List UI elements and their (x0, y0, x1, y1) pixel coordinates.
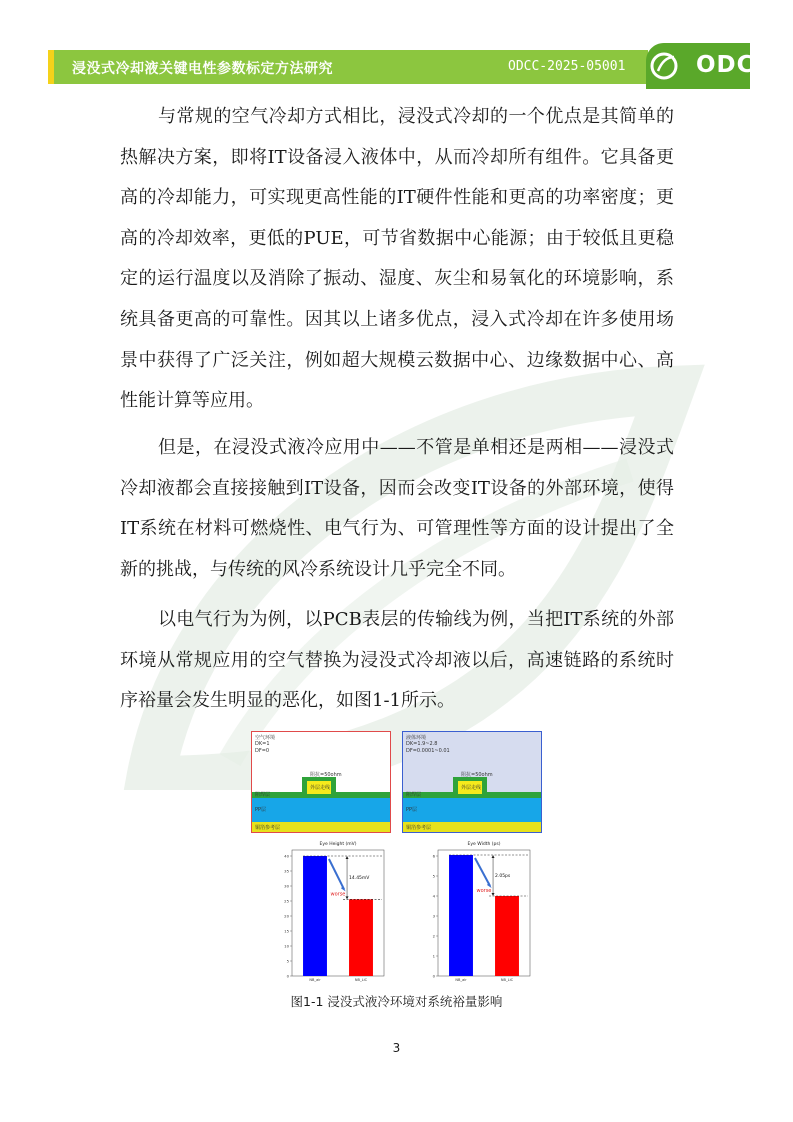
liquid-panel-ref: 铜箔参考层 (406, 825, 432, 831)
eye-width-chart (404, 838, 536, 988)
bar-NB_LiC (495, 896, 519, 976)
liquid-panel-soldermask: 阻焊层 (406, 792, 422, 798)
worse-label: worse (330, 891, 346, 898)
y-tick-label: 0 (432, 973, 435, 979)
y-tick-label: 4 (432, 893, 435, 899)
air-panel-soldermask: 阻焊层 (255, 792, 271, 798)
liquid-panel-pp: PP层 (406, 807, 418, 813)
delta-label: 2.05ps (495, 874, 511, 879)
document-code: ODCC-2025-05001 (508, 59, 626, 74)
bar-NB_air (449, 855, 473, 976)
y-tick-label: 40 (284, 853, 289, 859)
liquid-stackup-diagram (403, 732, 541, 832)
delta-label: 14.45mV (349, 876, 370, 882)
y-tick-label: 0 (286, 973, 289, 979)
y-tick-label: 20 (284, 913, 289, 919)
y-tick-label: 5 (286, 958, 289, 964)
air-panel-dk: DK=1 (255, 741, 270, 747)
header-accent (48, 50, 54, 84)
paragraph-1: 与常规的空气冷却方式相比，浸没式冷却的一个优点是其简单的热解决方案，即将IT设备浸入液体中，从而冷却所有组件。它具备更高的冷却能力，可实现更高性能的IT硬件性能和更高的功率密度；更高的冷却效率，更低的PUE，可节省数据中心能源；由于较低且更稳定的运行温度以及消除了振动、湿度、灰尘和易氧化的环境影响，系统具备更高的可靠性。因其以上诸多优点，浸入式冷却在许多使用场景中获得了广泛关注，例如超大规模云数据中心、边缘数据中心、高性能计算等应用。 (120, 106, 674, 412)
y-tick-label: 5 (432, 873, 435, 879)
liquid-panel-impedance: 阻抗=50ohm (461, 772, 493, 778)
x-tick-label: NB_LiC (500, 978, 514, 982)
bar-NB_air (303, 856, 327, 976)
y-tick-label: 6 (432, 853, 435, 859)
liquid-panel-trace: 外层走线 (461, 785, 482, 791)
page-number: 3 (392, 1041, 401, 1055)
air-panel-ref: 铜箔参考层 (255, 825, 281, 831)
liquid-environment-panel (402, 731, 542, 833)
air-panel-impedance: 阻抗=50ohm (310, 772, 342, 778)
bar-NB_LiC (349, 899, 373, 976)
air-stackup-diagram (252, 732, 390, 832)
x-tick-label: NB_air (455, 978, 467, 982)
air-panel-title: 空气环境 (255, 735, 276, 741)
worse-label: worse (476, 888, 492, 894)
eye-height-chart (258, 838, 390, 988)
chart-title: Eye Height (mV) (319, 842, 357, 847)
y-tick-label: 30 (284, 883, 289, 889)
y-tick-label: 10 (284, 943, 289, 949)
y-tick-label: 2 (432, 933, 435, 939)
y-tick-label: 15 (284, 928, 289, 934)
figure-caption: 图1-1 浸没式液冷环境对系统裕量影响 (290, 994, 503, 1009)
paragraph-2: 但是，在浸没式液冷应用中——不管是单相还是两相——浸没式冷却液都会直接接触到IT设备，因而会改变IT设备的外部环境，使得IT系统在材料可燃烧性、电气行为、可管理性等方面的设计提出了全新的挑战，与传统的风冷系统设计几乎完全不同。 (120, 437, 674, 580)
y-tick-label: 3 (432, 913, 435, 919)
air-panel-df: DF=0 (255, 748, 270, 754)
y-tick-label: 35 (284, 868, 289, 874)
y-tick-label: 25 (284, 898, 289, 904)
logo-text: ODCC (696, 52, 773, 78)
paragraph-3: 以电气行为为例，以PCB表层的传输线为例，当把IT系统的外部环境从常规应用的空气替换为浸没式冷却液以后，高速链路的系统时序裕量会发生明显的恶化，如图1-1所示。 (120, 609, 674, 712)
liquid-panel-df: DF=0.0001~0.01 (406, 748, 450, 754)
liquid-panel-title: 液体环境 (406, 735, 427, 741)
x-tick-label: NB_LiC (354, 978, 368, 982)
x-tick-label: NB_air (309, 978, 321, 982)
liquid-panel-dk: DK=1.9~2.8 (406, 741, 438, 747)
header-title: 浸没式冷却液关键电性参数标定方法研究 (72, 61, 333, 77)
chart-title: Eye Width (ps) (467, 842, 501, 847)
air-panel-trace: 外层走线 (310, 785, 331, 791)
air-environment-panel (251, 731, 391, 833)
air-panel-pp: PP层 (255, 807, 267, 813)
y-tick-label: 1 (432, 953, 435, 959)
page-header (48, 50, 773, 84)
